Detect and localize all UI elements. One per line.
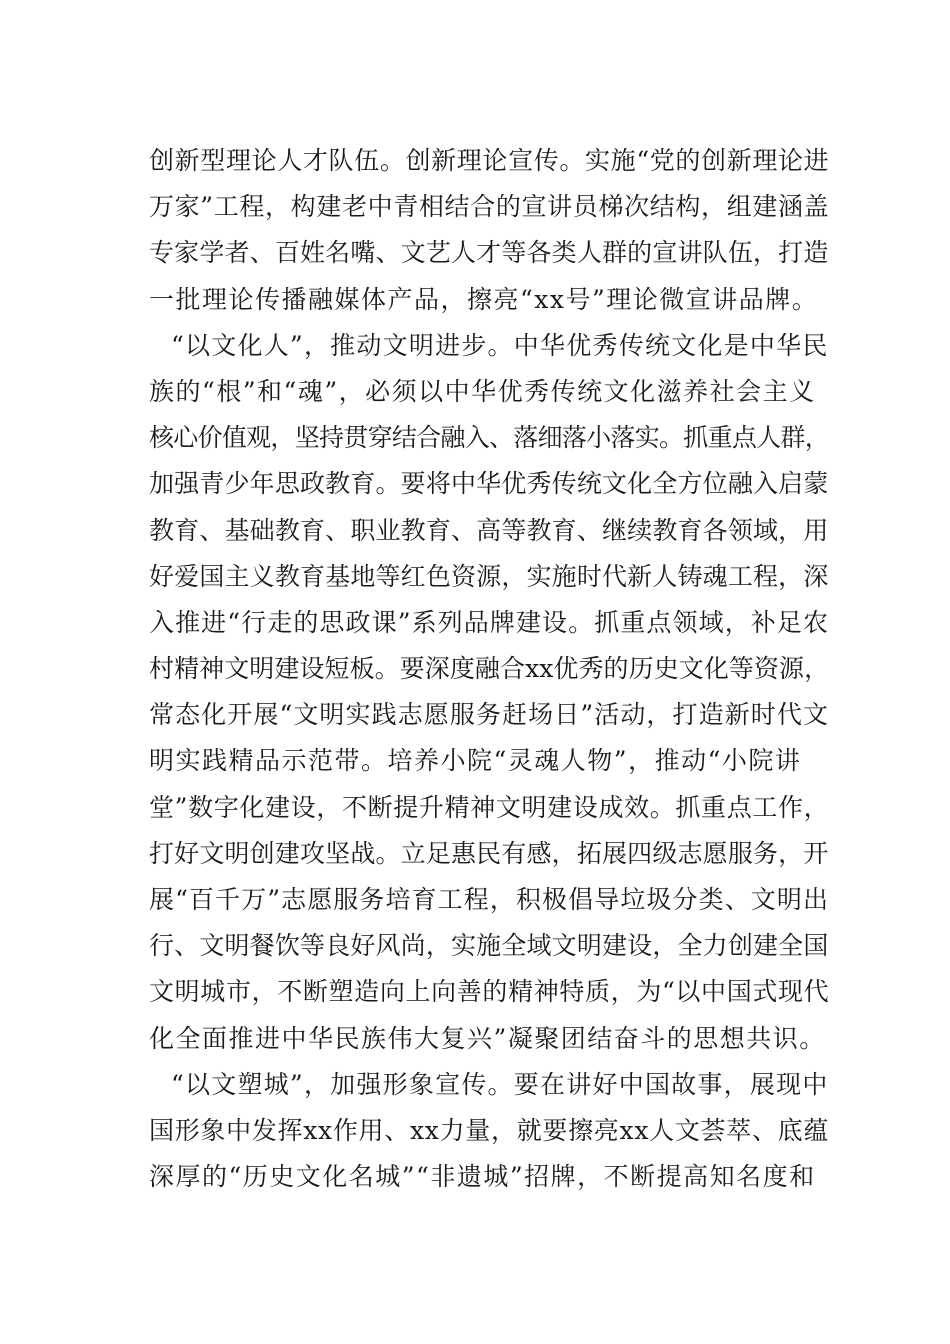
text-line: 教育、基础教育、职业教育、高等教育、继续教育各领域，用 <box>149 515 829 545</box>
text-line: 村精神文明建设短板。要深度融合xx优秀的历史文化等资源， <box>149 654 830 684</box>
text-line: 好爱国主义教育基地等红色资源，实施时代新人铸魂工程，深 <box>149 561 829 591</box>
paragraph-start-line: “以文化人”，推动文明进步。中华优秀传统文化是中华民 <box>171 330 829 360</box>
text-line: 加强青少年思政教育。要将中华优秀传统文化全方位融入启蒙 <box>149 469 829 499</box>
paragraph-start-line: “以文塑城”，加强形象宣传。要在讲好中国故事，展现中 <box>171 1069 829 1099</box>
text-line: 专家学者、百姓名嘴、文艺人才等各类人群的宣讲队伍，打造 <box>149 238 829 268</box>
text-line: 万家”工程，构建老中青相结合的宣讲员梯次结构，组建涵盖 <box>149 192 830 222</box>
text-line: 核心价值观，坚持贯穿结合融入、落细落小落实。抓重点人群， <box>149 423 830 453</box>
text-line: 化全面推进中华民族伟大复兴”凝聚团结奋斗的思想共识。 <box>149 1023 826 1053</box>
document-body <box>149 138 829 1200</box>
text-line: 文明城市，不断塑造向上向善的精神特质，为“以中国式现代 <box>149 977 830 1007</box>
text-line: 深厚的“历史文化名城”“非遗城”招牌，不断提高知名度和 <box>149 1162 816 1192</box>
text-line: 展“百千万”志愿服务培育工程，积极倡导垃圾分类、文明出 <box>149 885 830 914</box>
text-line: 堂”数字化建设，不断提升精神文明建设成效。抓重点工作， <box>149 792 830 822</box>
text-line: 创新型理论人才队伍。创新理论宣传。实施“党的创新理论进 <box>149 146 830 175</box>
text-line: 明实践精品示范带。培养小院“灵魂人物”，推动“小院讲 <box>149 746 802 776</box>
text-line: 族的“根”和“魂”，必须以中华优秀传统文化滋养社会主义 <box>149 376 816 406</box>
text-line: 入推进“行走的思政课”系列品牌建设。抓重点领域，补足农 <box>149 607 830 637</box>
text-line: 常态化开展“文明实践志愿服务赶场日”活动，打造新时代文 <box>149 700 830 730</box>
text-line: 国形象中发挥xx作用、xx力量，就要擦亮xx人文荟萃、底蕴 <box>149 1115 830 1145</box>
text-line: 打好文明创建攻坚战。立足惠民有感，拓展四级志愿服务，开 <box>149 838 829 868</box>
text-line: 行、文明餐饮等良好风尚，实施全域文明建设，全力创建全国 <box>149 931 829 961</box>
text-line: 一批理论传播融媒体产品，擦亮“xx号”理论微宣讲品牌。 <box>149 284 819 314</box>
